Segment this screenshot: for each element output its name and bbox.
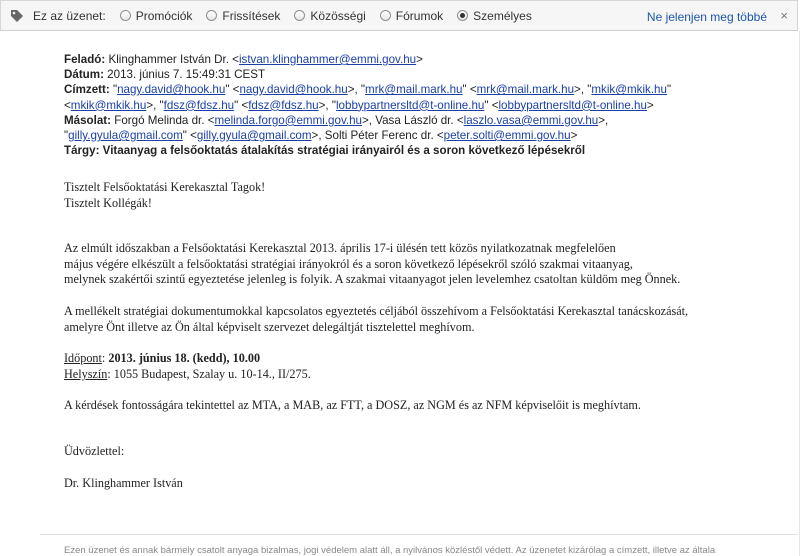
- place-line: [64, 367, 688, 383]
- recipient-email-link[interactable]: fdsz@fdsz.hu: [163, 98, 235, 112]
- recipient-text: >: [570, 129, 578, 143]
- time-value: 2013. június 18. (kedd), 10.00: [108, 351, 261, 366]
- bracket: >: [416, 53, 423, 66]
- recipient-email-link[interactable]: mkik@mkik.hu: [591, 83, 667, 97]
- recipient-text: >, ": [146, 98, 164, 112]
- recipient-email-link[interactable]: nagy.david@hook.hu: [117, 83, 226, 97]
- to-row-cont: [64, 98, 671, 113]
- recipient-email-link[interactable]: gilly.gyula@gmail.com: [68, 129, 183, 143]
- recipient-text: >, ": [318, 98, 336, 112]
- radio-label: Frissítések: [222, 8, 281, 23]
- radio-button[interactable]: [294, 10, 305, 21]
- to-row: [64, 82, 671, 97]
- subject-label: Tárgy:: [64, 144, 100, 158]
- from-row: [64, 52, 671, 67]
- to-recipients-line2: [64, 99, 654, 112]
- from-label: Feladó:: [64, 53, 106, 66]
- body-line: A mellékelt stratégiai dokumentumokkal kapcsolatos egyeztetés céljából összehívom a Felsőoktatási Kerekasztal tanácskozását,: [64, 303, 689, 318]
- recipient-text: ": [666, 83, 672, 97]
- recipient-text: >, ": [574, 83, 592, 97]
- recipient-email-link[interactable]: lobbypartnersltd@t-online.hu: [335, 98, 485, 112]
- recipient-email-link[interactable]: fdsz@fdsz.hu: [248, 98, 319, 112]
- greeting-line: Tisztelt Kollégák!: [64, 195, 152, 210]
- to-recipients-line1: [110, 83, 671, 96]
- to-label: Címzett:: [64, 83, 110, 97]
- radio-social[interactable]: [294, 9, 365, 23]
- recipient-text: >, ": [347, 83, 366, 97]
- dont-show-again-link[interactable]: Ne jelenjen meg többé: [646, 10, 767, 24]
- place-value: : 1055 Budapest, Szalay u. 10-14., II/275.: [107, 366, 311, 381]
- recipient-text: <: [64, 98, 71, 112]
- date-row: [64, 67, 671, 82]
- cc-recipients-line1: [111, 114, 608, 127]
- recipient-text: " <: [182, 129, 197, 143]
- body-line: melynek szakértői szintű egyeztetése jelenleg is folyik. A szakmai vitaanyagot jelen levelemhez csatoltan küldöm meg Önnek.: [64, 272, 681, 287]
- radio-label: Promóciók: [135, 8, 193, 23]
- body-line: május végére elkészült a felsőoktatási stratégiai irányokról és a soron következő lépésekről szóló szakmai vitaanyag,: [64, 256, 633, 271]
- cc-row: [64, 113, 671, 128]
- recipient-text: ": [109, 83, 118, 97]
- from-name: Klinghammer István Dr. <: [108, 53, 239, 66]
- greeting-line: Tisztelt Felsőoktatási Kerekasztal Tagok!: [64, 180, 266, 194]
- from-email-link[interactable]: istvan.klinghammer@emmi.gov.hu: [238, 53, 417, 66]
- recipient-email-link[interactable]: peter.solti@emmi.gov.hu: [443, 129, 571, 143]
- close-icon[interactable]: ×: [780, 8, 788, 23]
- recipient-text: >, Vasa László dr. <: [362, 113, 464, 127]
- disclaimer-text: Ezen üzenet és annak bármely csatolt anyaga bizalmas, jogi védelem alatt áll, a nyilvános közléstől védett. Az üzenetet kizárólag a címzett, illetve az általa: [64, 545, 716, 556]
- footer-divider: [40, 534, 798, 535]
- cc-recipients-line2: [64, 129, 577, 142]
- cc-label: Másolat:: [64, 113, 112, 127]
- radio-forums[interactable]: [380, 9, 443, 23]
- date-value: 2013. június 7. 15:49:31 CEST: [107, 68, 266, 82]
- signature-line: Dr. Klinghammer István: [64, 475, 183, 490]
- recipient-email-link[interactable]: lobbypartnersltd@t-online.hu: [498, 98, 647, 112]
- radio-label: Személyes: [473, 8, 532, 23]
- date-label: Dátum:: [64, 68, 104, 82]
- radio-promotions[interactable]: [120, 9, 193, 23]
- category-label: Ez az üzenet:: [33, 8, 106, 23]
- radio-label: Fórumok: [395, 8, 444, 23]
- time-line: Időpont: 2013. június 18. (kedd), 10.00: [64, 351, 261, 366]
- recipient-text: " <: [234, 98, 249, 112]
- body-line: amelyre Önt illetve az Ön által képviselt szervezet delegáltját tisztelettel meghívom.: [64, 319, 475, 334]
- time-label: Időpont: [64, 351, 102, 366]
- recipient-email-link[interactable]: nagy.david@hook.hu: [239, 83, 348, 97]
- recipient-text: >: [646, 98, 654, 112]
- radio-updates[interactable]: [206, 9, 280, 23]
- radio-button[interactable]: [206, 10, 217, 21]
- recipient-text: ": [64, 129, 69, 143]
- radio-button[interactable]: [380, 10, 391, 21]
- recipient-text: " <: [484, 98, 499, 112]
- recipient-text: >, Solti Péter Ferenc dr. <: [311, 129, 444, 143]
- recipient-email-link[interactable]: melinda.forgo@emmi.gov.hu: [214, 113, 362, 127]
- radio-button[interactable]: [120, 10, 131, 21]
- radio-button-selected[interactable]: [457, 10, 468, 21]
- recipient-email-link[interactable]: gilly.gyula@gmail.com: [196, 129, 312, 143]
- recipient-email-link[interactable]: mrk@mail.mark.hu: [365, 83, 463, 97]
- radio-label: Közösségi: [310, 8, 366, 23]
- recipient-email-link[interactable]: laszlo.vasa@emmi.gov.hu: [463, 113, 599, 127]
- category-bar: [0, 0, 798, 31]
- subject-text: Vitaanyag a felsőoktatás átalakítás stratégiai irányairól és a soron következő lépésekről: [102, 144, 586, 158]
- radio-personal[interactable]: [457, 9, 532, 23]
- subject-row: [64, 143, 671, 158]
- body-line: Az elmúlt időszakban a Felsőoktatási Kerekasztal 2013. április 17-i ülésén tett közös nyilatkozatnak megfelelően: [64, 241, 616, 256]
- email-body: [64, 180, 688, 491]
- email-headers: [64, 52, 671, 158]
- label-tag-icon: [7, 6, 27, 26]
- recipient-text: Forgó Melinda dr. <: [111, 113, 215, 127]
- recipient-email-link[interactable]: mrk@mail.mark.hu: [476, 83, 575, 97]
- recipient-email-link[interactable]: mkik@mkik.hu: [70, 98, 147, 112]
- recipient-text: " <: [462, 83, 477, 97]
- cc-row-cont: [64, 128, 671, 143]
- recipient-text: >,: [598, 113, 609, 127]
- body-line: A kérdések fontosságára tekintettel az MTA, a MAB, az FTT, a DOSZ, az NGM és az NFM képviselőit is meghívtam.: [64, 398, 641, 413]
- place-label: Helyszín: [64, 366, 108, 381]
- closing-line: Üdvözlettel:: [64, 443, 125, 458]
- recipient-text: " <: [225, 83, 240, 97]
